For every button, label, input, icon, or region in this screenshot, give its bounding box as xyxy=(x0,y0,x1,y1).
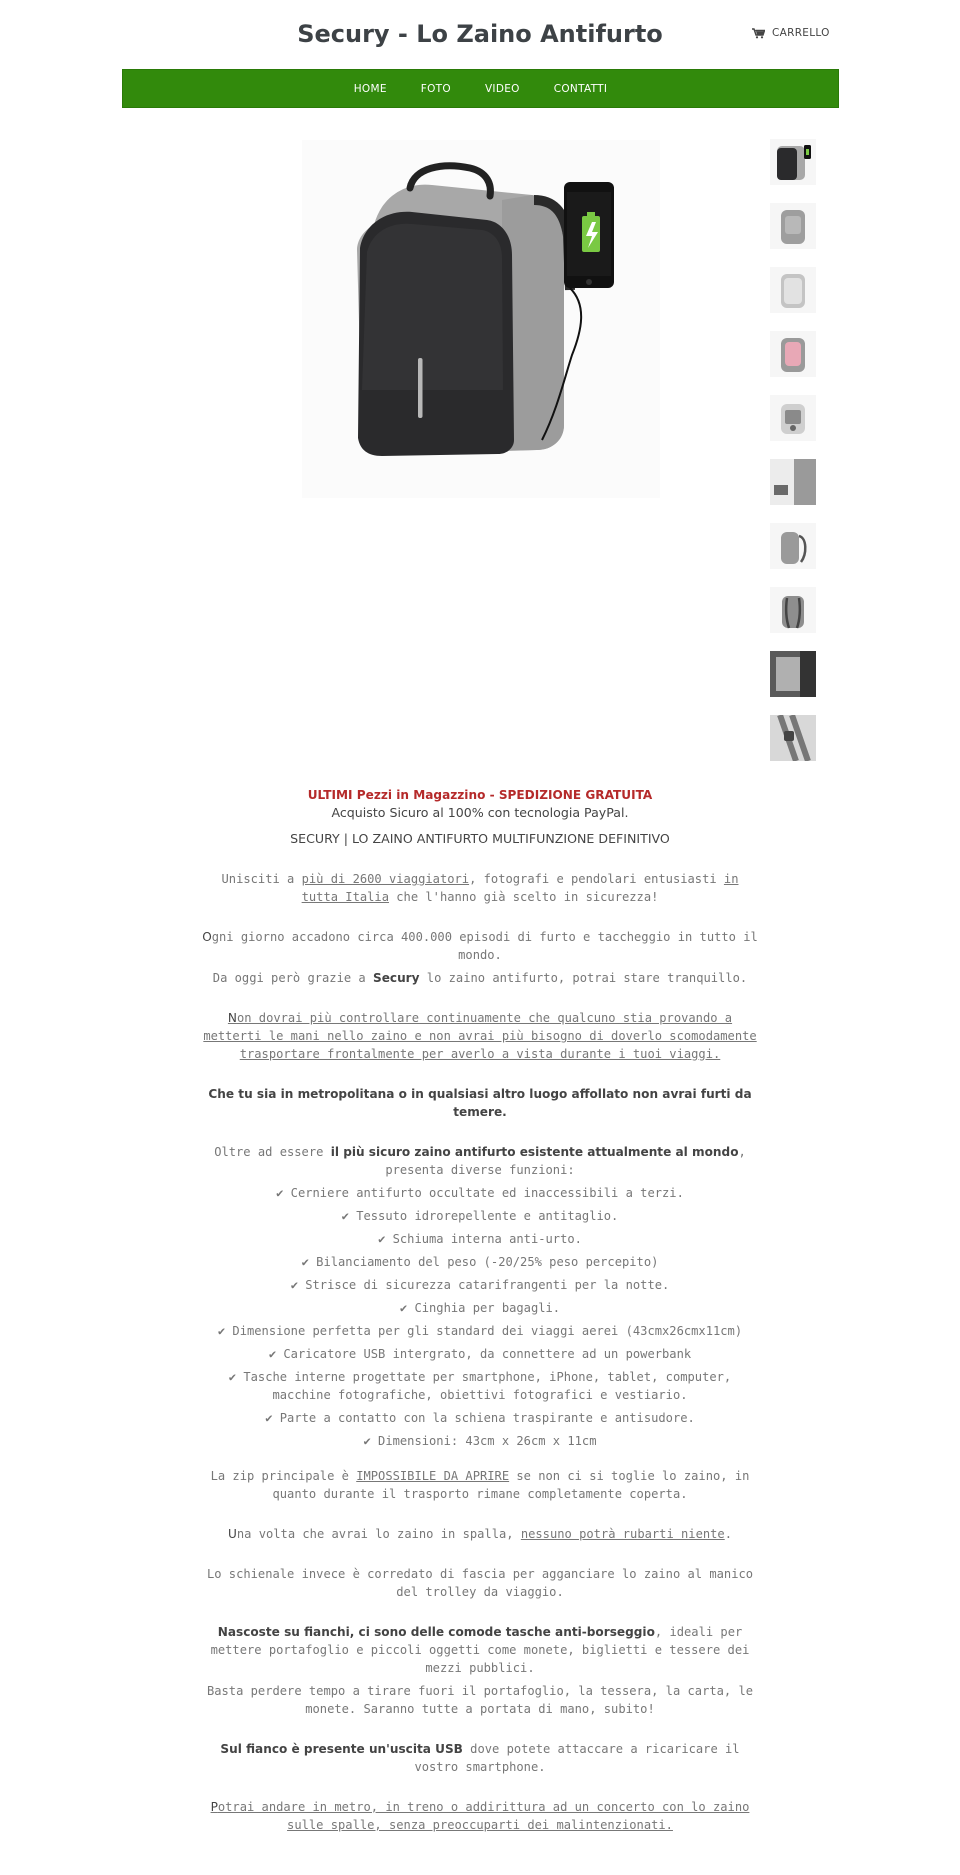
feature-item: ✔ Dimensioni: 43cm x 26cm x 11cm xyxy=(363,1434,597,1448)
promo-shipping: SPEDIZIONE GRATUITA xyxy=(498,788,653,802)
feature-item: ✔ Schiuma interna anti-urto. xyxy=(378,1232,582,1246)
paragraph-trolley: Lo schienale invece è corredato di fascia per agganciare lo zaino al manico del trolley da viaggio. xyxy=(206,1567,754,1599)
feature-item: ✔ Bilanciamento del peso (-20/25% peso percepito) xyxy=(301,1255,659,1269)
feature-item: ✔ Parte a contatto con la schiena traspirante e antisudore. xyxy=(265,1411,695,1425)
paragraph-zip xyxy=(200,1467,760,1503)
paragraph-usb xyxy=(200,1740,760,1776)
site-header xyxy=(0,0,960,70)
site-title[interactable]: Secury - Lo Zaino Antifurto xyxy=(297,20,663,48)
text: dove potete attaccare a ricaricare il vostro smartphone. xyxy=(414,1742,740,1774)
text: La zip principale è xyxy=(210,1469,357,1483)
text: gni giorno accadono circa 400.000 episodi di furto e taccheggio in tutto il mondo. xyxy=(211,930,758,962)
text: , ideali per mettere portafoglio e piccoli oggetti come monete, biglietti e tessere dei mezzi pubblici. xyxy=(210,1625,750,1675)
nav-home[interactable]: HOME xyxy=(353,82,387,95)
text: on dovrai più controllare continuamente che qualcuno stia provando a metterti le mani nello zaino e non avrai più bisogno di doverlo scomodamente trasportare frontalmente per averlo a vista durante i tuoi viaggi. xyxy=(203,1011,757,1061)
text: , fotografi e pendolari entusiasti xyxy=(469,872,724,886)
drop-letter: N xyxy=(227,1011,237,1025)
paragraph-wallet: Basta perdere tempo a tirare fuori il portafoglio, la tessera, la carta, le monete. Saranno tutte a portata di mano, subito! xyxy=(206,1684,754,1716)
thumbnail-8[interactable] xyxy=(770,587,816,633)
drop-letter: O xyxy=(202,930,212,944)
feature-item: ✔ Tessuto idrorepellente e antitaglio. xyxy=(341,1209,619,1223)
nav-contatti[interactable]: CONTATTI xyxy=(553,82,608,95)
feature-item: ✔ Cinghia per bagagli. xyxy=(399,1301,561,1315)
promo-line xyxy=(200,786,760,804)
cart-label: CARRELLO xyxy=(772,27,830,39)
text: che l'hanno già scelto in sicurezza! xyxy=(388,890,659,904)
thumbnail-1[interactable] xyxy=(770,139,816,185)
paragraph-secury xyxy=(200,969,760,987)
feature-item: ✔ Strisce di sicurezza catarifrangenti per la notte. xyxy=(290,1278,670,1292)
feature-list xyxy=(200,1184,760,1450)
thumbnail-5[interactable] xyxy=(770,395,816,441)
text: otrai andare in metro, in treno o addirittura ad un concerto con lo zaino sulle spalle, senza preoccuparti dei malintenzionati. xyxy=(217,1800,750,1832)
text: se non ci si toglie lo zaino, in quanto durante il trasporto rimane completamente coperta. xyxy=(272,1469,750,1501)
feature-item: ✔ Caricatore USB intergrato, da connettere ad un powerbank xyxy=(268,1347,692,1361)
paragraph-pockets xyxy=(200,1623,760,1677)
paragraph-metro: Che tu sia in metropolitana o in qualsiasi altro luogo affollato non avrai furti da temere. xyxy=(208,1087,752,1119)
thumbnail-7[interactable] xyxy=(770,523,816,569)
text: . xyxy=(724,1527,732,1541)
feature-item: ✔ Cerniere antifurto occultate ed inaccessibili a terzi. xyxy=(276,1186,684,1200)
text: , presenta diverse funzioni: xyxy=(385,1145,746,1177)
text: Unisciti a xyxy=(221,872,302,886)
product-description xyxy=(200,786,760,1839)
brand-name: Secury xyxy=(372,971,420,985)
bold-text: Nascoste su fianchi, ci sono delle comode tasche anti-borseggio xyxy=(217,1625,655,1639)
underlined-text: nessuno potrà rubarti niente xyxy=(520,1527,725,1541)
feature-item: ✔ Dimensione perfetta per gli standard dei viaggi aerei (43cmx26cmx11cm) xyxy=(217,1324,743,1338)
link-travelers[interactable]: più di 2600 viaggiatori xyxy=(301,872,470,886)
product-main-image[interactable] xyxy=(302,140,660,498)
paragraph-shoulder xyxy=(200,1525,760,1543)
paragraph-join xyxy=(200,870,760,906)
paragraph-no-worry xyxy=(200,1009,760,1063)
product-heading: SECURY | LO ZAINO ANTIFURTO MULTIFUNZIONE DEFINITIVO xyxy=(290,831,670,846)
drop-letter: U xyxy=(228,1527,237,1541)
paragraph-thefts xyxy=(200,928,760,964)
cart-icon xyxy=(752,28,765,39)
text: na volta che avrai lo zaino in spalla, xyxy=(236,1527,521,1541)
text: lo zaino antifurto, potrai stare tranquillo. xyxy=(419,971,748,985)
feature-item: ✔ Tasche interne progettate per smartphone, iPhone, tablet, computer, macchine fotografiche, obiettivi fotografici e vestiario. xyxy=(228,1370,732,1402)
bold-claim: il più sicuro zaino antifurto esistente attualmente al mondo xyxy=(330,1145,739,1159)
text: Da oggi però grazie a xyxy=(212,971,373,985)
main-nav xyxy=(122,69,839,108)
text: Oltre ad essere xyxy=(214,1145,331,1159)
thumbnail-6[interactable] xyxy=(770,459,816,505)
thumbnail-3[interactable] xyxy=(770,267,816,313)
secure-purchase: Acquisto Sicuro al 100% con tecnologia PayPal. xyxy=(331,805,629,820)
nav-foto[interactable]: FOTO xyxy=(420,82,451,95)
thumbnail-list xyxy=(770,139,816,779)
drop-letter: P xyxy=(210,1800,218,1814)
paragraph-features-intro xyxy=(200,1143,760,1179)
link-italy[interactable]: in tutta Italia xyxy=(301,872,739,904)
thumbnail-10[interactable] xyxy=(770,715,816,761)
promo-stock: ULTIMI Pezzi in Magazzino xyxy=(307,788,486,802)
nav-video[interactable]: VIDEO xyxy=(484,82,520,95)
cart-link[interactable] xyxy=(752,27,830,39)
thumbnail-9[interactable] xyxy=(770,651,816,697)
promo-separator: - xyxy=(485,788,499,802)
thumbnail-2[interactable] xyxy=(770,203,816,249)
paragraph-concert xyxy=(200,1798,760,1834)
underlined-text: IMPOSSIBILE DA APRIRE xyxy=(356,1469,510,1483)
bold-text: Sul fianco è presente un'uscita USB xyxy=(220,1742,463,1756)
thumbnail-4[interactable] xyxy=(770,331,816,377)
